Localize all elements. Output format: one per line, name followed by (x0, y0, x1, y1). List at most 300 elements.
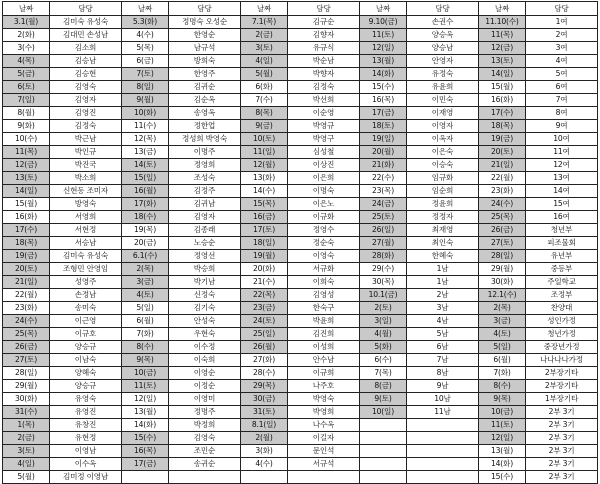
date-cell: 18(토) (360, 120, 407, 133)
date-cell: 4(토) (122, 289, 169, 302)
assignee-cell: 정한업 (169, 120, 241, 133)
date-cell: 15(일) (122, 172, 169, 185)
assignee-cell: 박영희 (288, 406, 360, 419)
assignee-cell: 2부 3기 (526, 419, 598, 432)
assignee-cell: 11남 (407, 406, 479, 419)
assignee-cell: 박인규 (50, 146, 122, 159)
assignee-cell: 6남 (407, 341, 479, 354)
assignee-cell: 최인숙 (407, 237, 479, 250)
date-cell: 22(목) (241, 289, 288, 302)
date-cell: 23(금) (241, 302, 288, 315)
date-cell: 2(금) (241, 29, 288, 42)
date-cell: 17(토) (241, 224, 288, 237)
assignee-cell: 손정남 (50, 289, 122, 302)
assignee-cell: 서영희 (50, 211, 122, 224)
date-cell: 30(금) (241, 393, 288, 406)
date-cell: 19(목) (122, 224, 169, 237)
assignee-cell: 이숙희 (169, 354, 241, 367)
assignee-cell: 나나나나가정 (526, 354, 598, 367)
date-cell: 19(일) (360, 133, 407, 146)
date-cell: 21(일) (479, 159, 526, 172)
date-cell: 3(금) (122, 276, 169, 289)
date-cell: 2(월) (241, 432, 288, 445)
header-date: 날짜 (360, 2, 407, 16)
empty-cell (360, 419, 407, 432)
date-cell: 6(월) (122, 315, 169, 328)
assignee-cell: 2부장기타 (526, 380, 598, 393)
date-cell: 7.1(목) (241, 16, 288, 29)
assignee-cell: 유현정 (50, 432, 122, 445)
assignee-cell: 양승규 (50, 341, 122, 354)
date-cell: 14(토) (122, 159, 169, 172)
date-cell: 8(수) (122, 341, 169, 354)
assignee-cell: 김진희 (288, 328, 360, 341)
date-cell: 3(토) (241, 42, 288, 55)
assignee-cell: 9여 (526, 120, 598, 133)
date-cell: 14(일) (3, 185, 50, 198)
date-cell: 11(일) (241, 146, 288, 159)
date-cell: 11(목) (3, 146, 50, 159)
date-cell: 7(일) (3, 94, 50, 107)
assignee-cell: 2부 3기 (526, 471, 598, 484)
date-cell: 6(화) (241, 81, 288, 94)
assignee-cell: 김종래 (169, 224, 241, 237)
date-cell: 21(화) (360, 159, 407, 172)
date-cell: 16(목) (122, 445, 169, 458)
date-cell: 24(토) (241, 315, 288, 328)
assignee-cell: 이승숙 (407, 159, 479, 172)
table-row (3, 237, 598, 250)
date-cell: 28(일) (3, 367, 50, 380)
assignee-cell: 박승희 (169, 263, 241, 276)
assignee-cell: 송영옥 (169, 107, 241, 120)
assignee-cell: 이규화 (288, 211, 360, 224)
date-cell: 23(화) (3, 302, 50, 315)
date-cell: 7(토) (122, 68, 169, 81)
header-assignee: 담당 (407, 2, 479, 16)
assignee-cell: 이영자 (407, 120, 479, 133)
empty-cell (407, 471, 479, 484)
assignee-cell: 정성희 박영숙 (169, 133, 241, 146)
assignee-cell: 김영성 (288, 289, 360, 302)
assignee-cell: 유정숙 (407, 68, 479, 81)
assignee-cell: 이남숙 (50, 354, 122, 367)
assignee-cell: 정순숙 (288, 237, 360, 250)
assignee-cell: 2부 3기 (526, 458, 598, 471)
roster-sheet (2, 1, 598, 481)
date-cell: 2(목) (479, 302, 526, 315)
assignee-cell: 양승옥 (407, 29, 479, 42)
assignee-cell: 5여 (526, 68, 598, 81)
date-cell: 14(일) (479, 68, 526, 81)
table-row (3, 250, 598, 263)
assignee-cell: 박정희 (169, 419, 241, 432)
table-row (3, 185, 598, 198)
assignee-cell: 8여 (526, 107, 598, 120)
assignee-cell: 13여 (526, 172, 598, 185)
date-cell: 24(금) (360, 198, 407, 211)
table-row (3, 16, 598, 29)
table-row (3, 302, 598, 315)
date-cell: 25(일) (241, 328, 288, 341)
header-date: 날짜 (241, 2, 288, 16)
assignee-cell: 김정주 (169, 185, 241, 198)
date-cell: 26(금) (479, 224, 526, 237)
date-cell: 5(금) (3, 68, 50, 81)
empty-cell (407, 458, 479, 471)
assignee-cell: 서규석 (288, 458, 360, 471)
date-cell: 3(수) (3, 42, 50, 55)
date-cell: 6(수) (360, 354, 407, 367)
table-row (3, 81, 598, 94)
empty-cell (360, 458, 407, 471)
assignee-cell: 이영남 (50, 445, 122, 458)
date-cell: 2(목) (122, 263, 169, 276)
table-row (3, 432, 598, 445)
date-cell: 15(월) (479, 81, 526, 94)
assignee-cell: 이명주 (169, 146, 241, 159)
date-cell: 23(화) (479, 185, 526, 198)
table-row (3, 159, 598, 172)
date-cell: 13(토) (3, 172, 50, 185)
date-cell: 11(토) (122, 380, 169, 393)
date-cell: 3(토) (3, 445, 50, 458)
assignee-cell: 김영자 (169, 211, 241, 224)
assignee-cell: 김기숙 (169, 302, 241, 315)
date-cell: 29(목) (241, 380, 288, 393)
assignee-cell: 이근영 (50, 315, 122, 328)
assignee-cell: 이길자 (288, 432, 360, 445)
assignee-cell: 박진국 (50, 159, 122, 172)
assignee-cell: 이명숙 (288, 185, 360, 198)
date-cell: 28(화) (360, 250, 407, 263)
date-cell: 29(월) (3, 380, 50, 393)
assignee-cell: 나주호 (288, 380, 360, 393)
assignee-cell: 손권수 (407, 16, 479, 29)
assignee-cell: 양승남 (407, 42, 479, 55)
assignee-cell: 11여 (526, 146, 598, 159)
date-cell: 5(월) (241, 68, 288, 81)
date-cell: 27(월) (360, 237, 407, 250)
assignee-cell: 2남 (407, 289, 479, 302)
table-row (3, 198, 598, 211)
assignee-cell: 7남 (407, 354, 479, 367)
assignee-cell: 2여 (526, 29, 598, 42)
date-cell: 12(금) (3, 159, 50, 172)
date-cell: 5(월) (3, 471, 50, 484)
date-cell: 6(금) (122, 55, 169, 68)
assignee-cell: 박선희 (288, 94, 360, 107)
date-cell: 4(월) (360, 328, 407, 341)
date-cell: 9.10(금) (360, 16, 407, 29)
assignee-cell: 정영수 (288, 224, 360, 237)
assignee-cell: 4여 (526, 55, 598, 68)
assignee-cell: 이영미 (169, 393, 241, 406)
assignee-cell: 김정숙 (288, 81, 360, 94)
date-cell: 12.1(수) (479, 289, 526, 302)
empty-cell (288, 471, 360, 484)
assignee-cell: 박순남 (288, 55, 360, 68)
date-cell: 18(일) (241, 237, 288, 250)
assignee-cell: 2부 3기 (526, 445, 598, 458)
table-row (3, 445, 598, 458)
assignee-cell: 1남 (407, 263, 479, 276)
header-assignee: 담당 (526, 2, 598, 16)
date-cell: 5(목) (122, 42, 169, 55)
header-date: 날짜 (479, 2, 526, 16)
assignee-cell: 김정숙 (50, 120, 122, 133)
assignee-cell: 이은노 (288, 198, 360, 211)
table-row (3, 393, 598, 406)
date-cell: 9(화) (3, 120, 50, 133)
assignee-cell: 서규화 (288, 263, 360, 276)
assignee-cell: 2부장기타 (526, 367, 598, 380)
date-cell: 17(금) (360, 107, 407, 120)
assignee-cell: 12여 (526, 159, 598, 172)
date-cell: 27(토) (479, 237, 526, 250)
date-cell: 17(금) (122, 458, 169, 471)
assignee-cell: 이성희 (288, 341, 360, 354)
empty-cell (360, 432, 407, 445)
table-row (3, 367, 598, 380)
date-cell: 14(화) (479, 458, 526, 471)
date-cell: 25(목) (3, 328, 50, 341)
date-cell: 7(수) (241, 94, 288, 107)
date-cell: 6.1(수) (122, 250, 169, 263)
assignee-cell: 3남 (407, 302, 479, 315)
assignee-cell: 4남 (407, 315, 479, 328)
date-cell: 19(금) (3, 250, 50, 263)
table-row (3, 224, 598, 237)
date-cell: 25(목) (479, 211, 526, 224)
roster-table (2, 1, 598, 484)
date-cell: 18(목) (3, 237, 50, 250)
date-cell: 21(일) (3, 276, 50, 289)
date-cell: 2(금) (3, 432, 50, 445)
date-cell: 4(수) (122, 29, 169, 42)
assignee-cell: 조민순 (169, 445, 241, 458)
date-cell: 26(월) (241, 341, 288, 354)
assignee-cell: 이상진 (288, 159, 360, 172)
assignee-cell: 중장년가정 (526, 341, 598, 354)
assignee-cell: 이수옥 (50, 458, 122, 471)
assignee-cell: 7여 (526, 94, 598, 107)
assignee-cell: 김미정 이영남 (50, 471, 122, 484)
assignee-cell: 청년가정 (526, 328, 598, 341)
date-cell: 3(일) (360, 315, 407, 328)
table-row (3, 146, 598, 159)
date-cell: 15(목) (241, 198, 288, 211)
date-cell: 22(월) (479, 172, 526, 185)
assignee-cell: 유영진 (50, 406, 122, 419)
date-cell: 13(화) (241, 172, 288, 185)
assignee-cell: 김승남 (50, 55, 122, 68)
assignee-cell: 유윤희 (407, 81, 479, 94)
date-cell: 14(화) (122, 419, 169, 432)
assignee-cell: 박근남 (50, 133, 122, 146)
assignee-cell: 심성철 (288, 146, 360, 159)
assignee-cell: 중등부 (526, 263, 598, 276)
empty-cell (169, 471, 241, 484)
assignee-cell: 이옥자 (407, 133, 479, 146)
date-cell: 23(목) (360, 185, 407, 198)
date-cell: 10(금) (479, 406, 526, 419)
empty-cell (407, 419, 479, 432)
table-row (3, 289, 598, 302)
date-cell: 6(토) (3, 81, 50, 94)
date-cell: 7(화) (479, 367, 526, 380)
assignee-cell: 8남 (407, 367, 479, 380)
assignee-cell: 박기남 (169, 276, 241, 289)
table-row (3, 94, 598, 107)
assignee-cell: 15여 (526, 198, 598, 211)
date-cell: 3(금) (479, 315, 526, 328)
assignee-cell: 한혜숙 (407, 250, 479, 263)
assignee-cell: 유년부 (526, 250, 598, 263)
date-cell: 29(수) (360, 263, 407, 276)
date-cell: 15(수) (360, 81, 407, 94)
table-row (3, 276, 598, 289)
table-row (3, 68, 598, 81)
date-cell: 10(토) (241, 133, 288, 146)
table-row (3, 406, 598, 419)
empty-cell (360, 445, 407, 458)
date-cell: 14(수) (241, 185, 288, 198)
assignee-cell: 문인석 (288, 445, 360, 458)
assignee-cell: 양승규 (50, 380, 122, 393)
date-cell: 10(일) (360, 406, 407, 419)
roster-body (3, 16, 598, 484)
assignee-cell: 박윤희 (288, 315, 360, 328)
assignee-cell: 박영구 (288, 133, 360, 146)
assignee-cell: 서승남 (50, 237, 122, 250)
assignee-cell: 서현정 (50, 224, 122, 237)
date-cell: 9(금) (241, 120, 288, 133)
date-cell: 3(화) (241, 445, 288, 458)
assignee-cell: 5남 (407, 328, 479, 341)
table-row (3, 211, 598, 224)
date-cell: 27(토) (3, 354, 50, 367)
assignee-cell: 남규석 (169, 42, 241, 55)
assignee-cell: 16여 (526, 211, 598, 224)
table-row (3, 471, 598, 484)
date-cell: 4(목) (3, 55, 50, 68)
assignee-cell: 한영순 (169, 29, 241, 42)
assignee-cell: 노승순 (169, 237, 241, 250)
assignee-cell: 이규호 (50, 328, 122, 341)
date-cell: 7(목) (360, 367, 407, 380)
assignee-cell: 이정순 (169, 380, 241, 393)
assignee-cell: 이민숙 (407, 94, 479, 107)
assignee-cell: 한영주 (169, 68, 241, 81)
assignee-cell: 조성숙 (169, 172, 241, 185)
assignee-cell: 10여 (526, 133, 598, 146)
header-date: 날짜 (3, 2, 50, 16)
assignee-cell: 피조물회 (526, 237, 598, 250)
assignee-cell: 임순희 (407, 185, 479, 198)
assignee-cell: 이영숙 (288, 250, 360, 263)
assignee-cell: 이영순 (169, 367, 241, 380)
assignee-cell: 6여 (526, 81, 598, 94)
assignee-cell: 이순영 (288, 107, 360, 120)
date-cell: 22(수) (360, 172, 407, 185)
date-cell: 4(수) (241, 458, 288, 471)
date-cell: 2(화) (3, 29, 50, 42)
date-cell: 10(수) (3, 133, 50, 146)
date-cell: 18(수) (122, 211, 169, 224)
date-cell: 11(수) (122, 120, 169, 133)
assignee-cell: 신현동 조미자 (50, 185, 122, 198)
date-cell: 10.1(금) (360, 289, 407, 302)
date-cell: 8(일) (122, 81, 169, 94)
date-cell: 12(일) (479, 432, 526, 445)
date-cell: 31(토) (241, 406, 288, 419)
assignee-cell: 정명주 (169, 406, 241, 419)
date-cell: 30(목) (360, 276, 407, 289)
table-row (3, 120, 598, 133)
date-cell: 17(수) (3, 224, 50, 237)
assignee-cell: 김귀남 (169, 198, 241, 211)
date-cell: 11(토) (479, 419, 526, 432)
date-cell: 21(수) (241, 276, 288, 289)
assignee-cell: 정영희 (169, 159, 241, 172)
header-assignee: 담당 (50, 2, 122, 16)
header-assignee: 담당 (169, 2, 241, 16)
date-cell: 30(화) (479, 276, 526, 289)
header-row (3, 2, 598, 16)
table-row (3, 341, 598, 354)
date-cell: 14(화) (360, 68, 407, 81)
date-cell: 10(금) (122, 367, 169, 380)
assignee-cell: 성영주 (50, 276, 122, 289)
date-cell: 28(일) (479, 250, 526, 263)
assignee-cell: 임규화 (407, 172, 479, 185)
header-date: 날짜 (122, 2, 169, 16)
assignee-cell: 김영진 (50, 107, 122, 120)
date-cell: 29(월) (479, 263, 526, 276)
table-row (3, 42, 598, 55)
assignee-cell: 10남 (407, 393, 479, 406)
date-cell: 6(월) (479, 354, 526, 367)
assignee-cell: 14여 (526, 185, 598, 198)
date-cell: 16(화) (3, 211, 50, 224)
table-row (3, 107, 598, 120)
assignee-cell: 신정숙 (169, 289, 241, 302)
assignee-cell: 송미숙 (50, 302, 122, 315)
date-cell: 17(화) (122, 198, 169, 211)
assignee-cell: 김영자 (50, 94, 122, 107)
assignee-cell: 김승현 (50, 68, 122, 81)
table-row (3, 315, 598, 328)
date-cell: 4(일) (3, 458, 50, 471)
table-row (3, 263, 598, 276)
empty-cell (241, 471, 288, 484)
date-cell: 10(화) (122, 107, 169, 120)
empty-cell (407, 445, 479, 458)
assignee-cell: 박영규 (288, 120, 360, 133)
date-cell: 12(월) (241, 159, 288, 172)
date-cell: 25(토) (360, 211, 407, 224)
assignee-cell: 송귀순 (169, 458, 241, 471)
date-cell: 5(일) (479, 341, 526, 354)
date-cell: 4(일) (241, 55, 288, 68)
date-cell: 26(금) (3, 341, 50, 354)
date-cell: 16(목) (360, 94, 407, 107)
assignee-cell: 찬양대 (526, 302, 598, 315)
date-cell: 26(일) (360, 224, 407, 237)
date-cell: 15(수) (479, 471, 526, 484)
date-cell: 9(목) (479, 393, 526, 406)
